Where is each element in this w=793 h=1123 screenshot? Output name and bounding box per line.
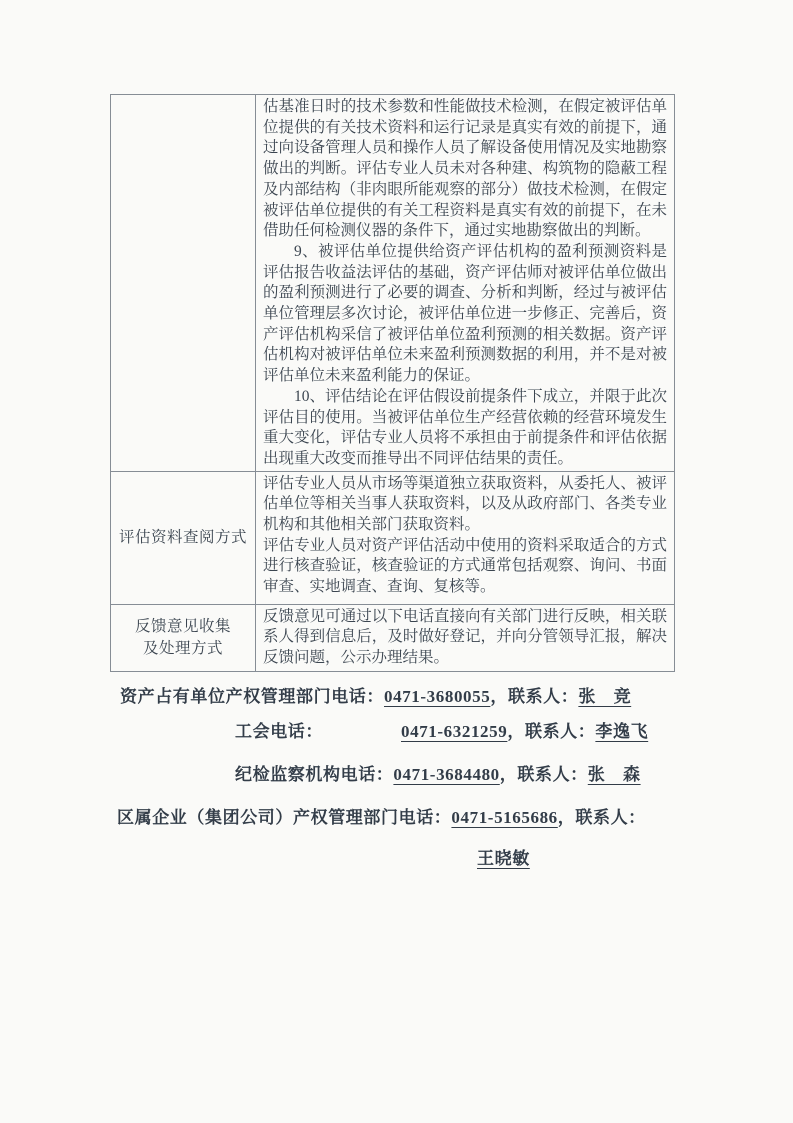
table-row-feedback-method bbox=[111, 604, 675, 671]
contact-name: 李逸飞 bbox=[595, 722, 649, 741]
contact-line-district-enterprise bbox=[117, 807, 646, 829]
label-cell-data-access bbox=[111, 471, 256, 604]
contact-phone: 0471-3684480 bbox=[393, 765, 500, 784]
clause-9-text: 9、被评估单位提供给资产评估机构的盈利预测资料是评估报告收益法评估的基础，资产评估师对被评估单位做出的盈利预测进行了必要的调查、分析和判断，经过与被评估单位管理层多次讨论，被评估单位进一步修正、完善后，资产评估机构采信了被评估单位盈利预测的相关数据。资产评估机构对被评估单位未来盈利预测数据的利用，并不是对被评估单位未来盈利能力的保证。 bbox=[263, 242, 667, 385]
contact-phone: 0471-3680055 bbox=[384, 687, 491, 706]
contact-separator: ，联系人： bbox=[507, 722, 596, 741]
table-row-assessment-clauses bbox=[111, 95, 675, 472]
data-access-paragraph-1: 评估专业人员从市场等渠道独立获取资料，从委托人、被评估单位等相关当事人获取资料，以及从政府部门、各类专业机构和其他相关部门获取资料。 bbox=[263, 474, 667, 534]
contact-line-name-wrapped bbox=[477, 848, 530, 870]
contact-separator: ，联系人： bbox=[490, 687, 579, 706]
row-label-feedback-line1: 反馈意见收集 bbox=[134, 617, 231, 635]
contact-name: 张 竞 bbox=[578, 687, 632, 706]
contact-separator: ，联系人： bbox=[499, 765, 588, 784]
row-label-feedback-line2: 及处理方式 bbox=[142, 639, 223, 657]
data-access-paragraph-2: 评估专业人员对资产评估活动中使用的资料采取适合的方式进行核查验证，核查验证的方式通常包括观察、询问、书面审查、实地调查、查询、复核等。 bbox=[263, 536, 667, 596]
clause-10-text: 10、评估结论在评估假设前提条件下成立，并限于此次评估目的使用。当被评估单位生产经营依赖的经营环境发生重大变化，评估专业人员将不承担由于前提条件和评估依据出现重大改变而推导出不同评估结果的责任。 bbox=[263, 387, 667, 467]
contact-prefix: 区属企业（集团公司）产权管理部门电话： bbox=[117, 808, 452, 827]
contact-name: 王晓敏 bbox=[477, 849, 530, 868]
feedback-paragraph: 反馈意见可通过以下电话直接向有关部门进行反映，相关联系人得到信息后，及时做好登记，并向分管领导汇报，解决反馈问题，公示办理结果。 bbox=[263, 607, 667, 667]
contact-section bbox=[0, 684, 793, 884]
clause-8-continuation-text: 估基准日时的技术参数和性能做技术检测，在假定被评估单位提供的有关技术资料和运行记录是真实有效的前提下，通过向设备管理人员和操作人员了解设备使用情况及实地勘察做出的判断。评估专业人员未对各种建、构筑物的隐蔽工程及内部结构（非肉眼所能观察的部分）做技术检测，在假定被评估单位提供的有关工程资料是真实有效的前提下，在未借助任何检测仪器的条件下，通过实地勘察做出的判断。 bbox=[263, 98, 667, 240]
content-cell-data-access bbox=[256, 471, 675, 604]
contact-prefix: 资产占有单位产权管理部门电话： bbox=[120, 687, 384, 706]
assessment-info-table bbox=[110, 94, 675, 672]
contact-line-discipline-inspection bbox=[235, 764, 641, 786]
contact-prefix: 纪检监察机构电话： bbox=[235, 765, 394, 784]
contact-line-union bbox=[235, 721, 648, 743]
contact-prefix: 工会电话： bbox=[235, 722, 323, 741]
contact-phone: 0471-6321259 bbox=[401, 722, 508, 741]
contact-name: 张 森 bbox=[587, 765, 641, 784]
label-cell-feedback bbox=[111, 604, 256, 671]
label-cell-empty bbox=[111, 95, 256, 472]
content-cell-feedback bbox=[256, 604, 675, 671]
contact-phone: 0471-5165686 bbox=[451, 808, 558, 827]
content-cell-clauses bbox=[256, 95, 675, 472]
contact-line-asset-holder bbox=[120, 686, 631, 708]
contact-separator: ，联系人： bbox=[557, 808, 646, 827]
row-label-data-access: 评估资料查阅方式 bbox=[118, 528, 247, 546]
table-row-data-access-method bbox=[111, 471, 675, 604]
